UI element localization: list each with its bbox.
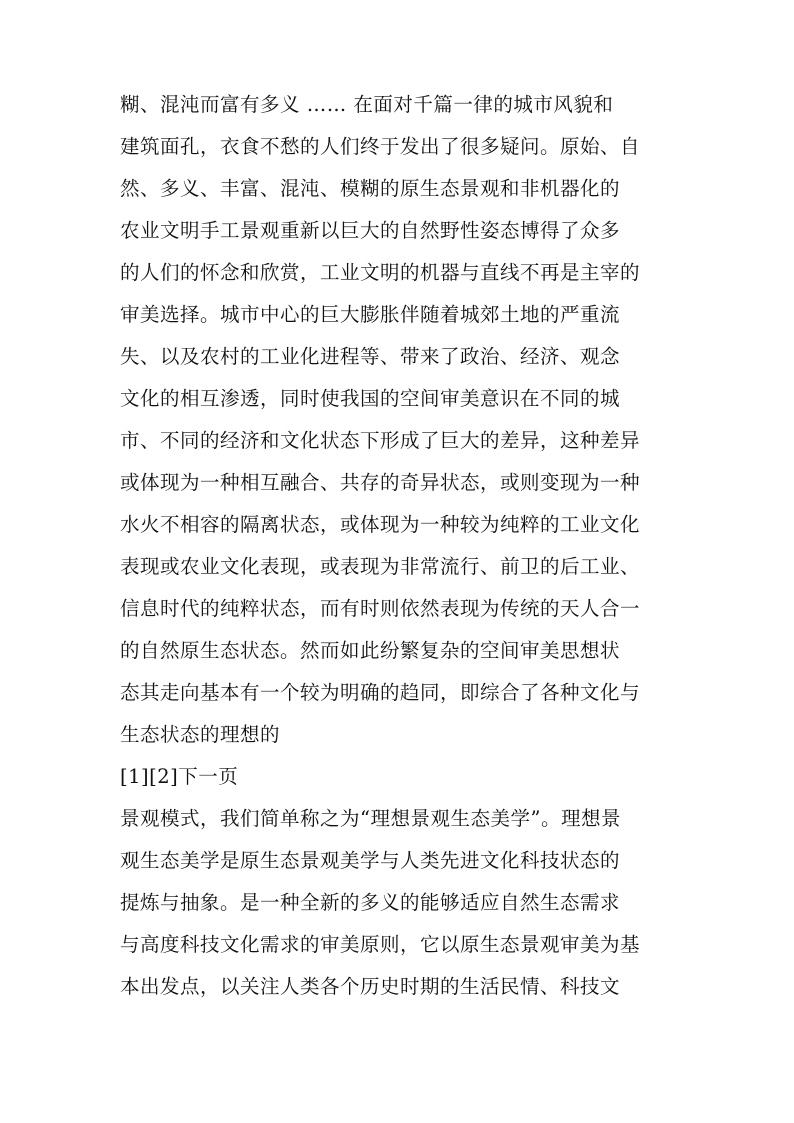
text-line: 景观模式，我们简单称之为“理想景观生态美学”。理想景 <box>120 807 621 830</box>
text-line: 或体现为一种相互融合、共存的奇异状态，或则变现为一种 <box>120 471 641 494</box>
text-line: 生态状态的理想的 <box>120 723 281 746</box>
text-line: 观生态美学是原生态景观美学与人类先进文化科技状态的 <box>120 849 621 872</box>
text-line: 本出发点，以关注人类各个历史时期的生活民情、科技文 <box>120 975 621 998</box>
text-line: 失、以及农村的工业化进程等、带来了政治、经济、观念 <box>120 345 621 368</box>
text-line: 水火不相容的隔离状态，或体现为一种较为纯粹的工业文化 <box>120 513 641 536</box>
text-line: 信息时代的纯粹状态，而有时则依然表现为传统的天人合一 <box>120 597 641 620</box>
text-line: 市、不同的经济和文化状态下形成了巨大的差异，这种差异 <box>120 429 641 452</box>
text-line: 的自然原生态状态。然而如此纷繁复杂的空间审美思想状 <box>120 639 621 662</box>
text-line: 建筑面孔，衣食不愁的人们终于发出了很多疑问。原始、自 <box>120 135 641 158</box>
text-line: 的人们的怀念和欣赏，工业文明的机器与直线不再是主宰的 <box>120 261 641 284</box>
text-line: 提炼与抽象。是一种全新的多义的能够适应自然生态需求 <box>120 891 621 914</box>
text-line: 态其走向基本有一个较为明确的趋同，即综合了各种文化与 <box>120 681 641 704</box>
text-line: 文化的相互渗透，同时使我国的空间审美意识在不同的城 <box>120 387 621 410</box>
text-line: 审美选择。城市中心的巨大膨胀伴随着城郊土地的严重流 <box>120 303 621 326</box>
text-line: 糊、混沌而富有多义 …… 在面对千篇一律的城市风貌和 <box>120 93 614 116</box>
document-body <box>120 84 680 1008</box>
text-line: 表现或农业文化表现，或表现为非常流行、前卫的后工业、 <box>120 555 641 578</box>
text-line: 然、多义、丰富、混沌、模糊的原生态景观和非机器化的 <box>120 177 621 200</box>
pagination-links[interactable]: [1][2]下一页 <box>120 765 239 788</box>
text-line: 与高度科技文化需求的审美原则，它以原生态景观审美为基 <box>120 933 641 956</box>
text-line: 农业文明手工景观重新以巨大的自然野性姿态博得了众多 <box>120 219 621 242</box>
